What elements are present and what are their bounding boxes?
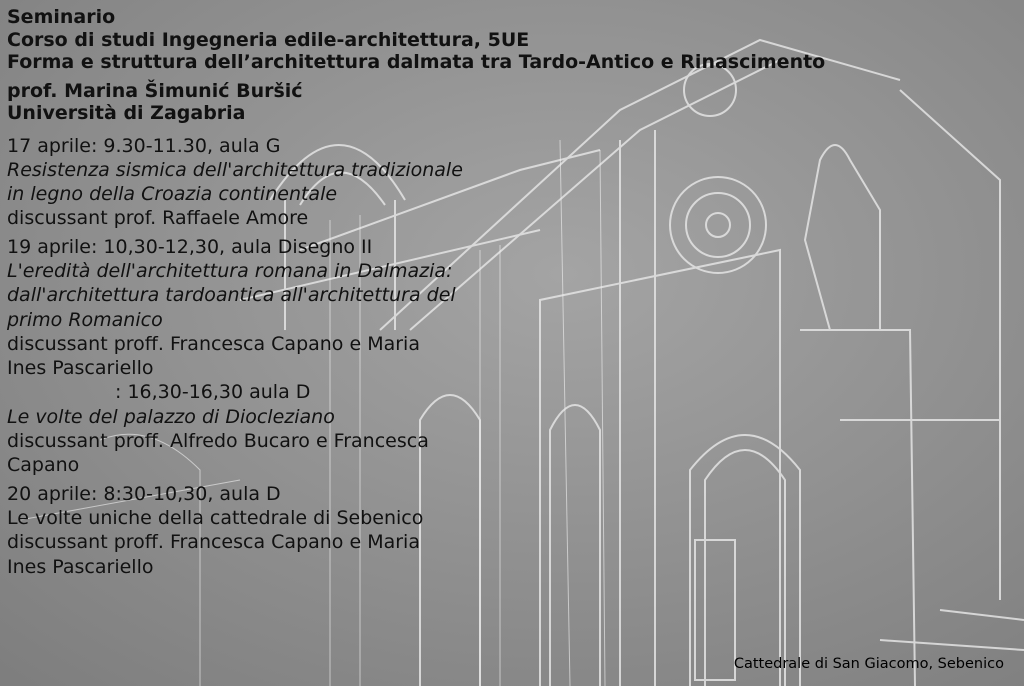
session-when: 19 aprile: 10,30-12,30, aula Disegno II — [7, 235, 373, 258]
session-discussant: discussant prof. Raffaele Amore — [7, 207, 309, 230]
session-title: Le volte uniche della cattedrale di Sebenico — [7, 506, 424, 529]
session-title: primo Romanico — [7, 308, 163, 331]
session-title: dall'architettura tardoantica all'architettura del — [7, 284, 456, 307]
session-title: in legno della Croazia continentale — [7, 183, 338, 206]
session-when: : 16,30-16,30 aula D — [115, 381, 311, 404]
session-when: 20 aprile: 8:30-10,30, aula D — [7, 482, 281, 505]
session-discussant: Capano — [7, 454, 80, 477]
session-discussant: discussant proff. Francesca Capano e Maria — [7, 332, 420, 355]
session-discussant: Ines Pascariello — [7, 357, 154, 380]
seminar-title: Forma e struttura dell’architettura dalmata tra Tardo-Antico e Rinascimento — [7, 51, 826, 73]
session-2 — [7, 235, 1007, 381]
session-3 — [7, 380, 1007, 477]
session-when: 17 aprile: 9.30-11.30, aula G — [7, 134, 281, 157]
seminar-announcement — [7, 6, 1007, 579]
session-title: L'eredità dell'architettura romana in Dalmazia: — [7, 259, 453, 282]
session-title: Le volte del palazzo di Diocleziano — [7, 405, 335, 428]
session-discussant: discussant proff. Alfredo Bucaro e Francesca — [7, 430, 429, 453]
speaker-university: Università di Zagabria — [7, 102, 246, 124]
speaker-name: prof. Marina Šimunić Buršić — [7, 79, 303, 102]
session-discussant: discussant proff. Francesca Capano e Maria — [7, 531, 420, 554]
session-4 — [7, 482, 1007, 579]
session-1 — [7, 134, 1007, 231]
session-discussant: Ines Pascariello — [7, 555, 154, 578]
course-name: Corso di studi Ingegneria edile-architettura, 5UE — [7, 28, 530, 51]
session-title: Resistenza sismica dell'architettura tradizionale — [7, 158, 463, 181]
seminar-label: Seminario — [7, 6, 116, 28]
photo-caption: Cattedrale di San Giacomo, Sebenico — [733, 656, 1004, 672]
